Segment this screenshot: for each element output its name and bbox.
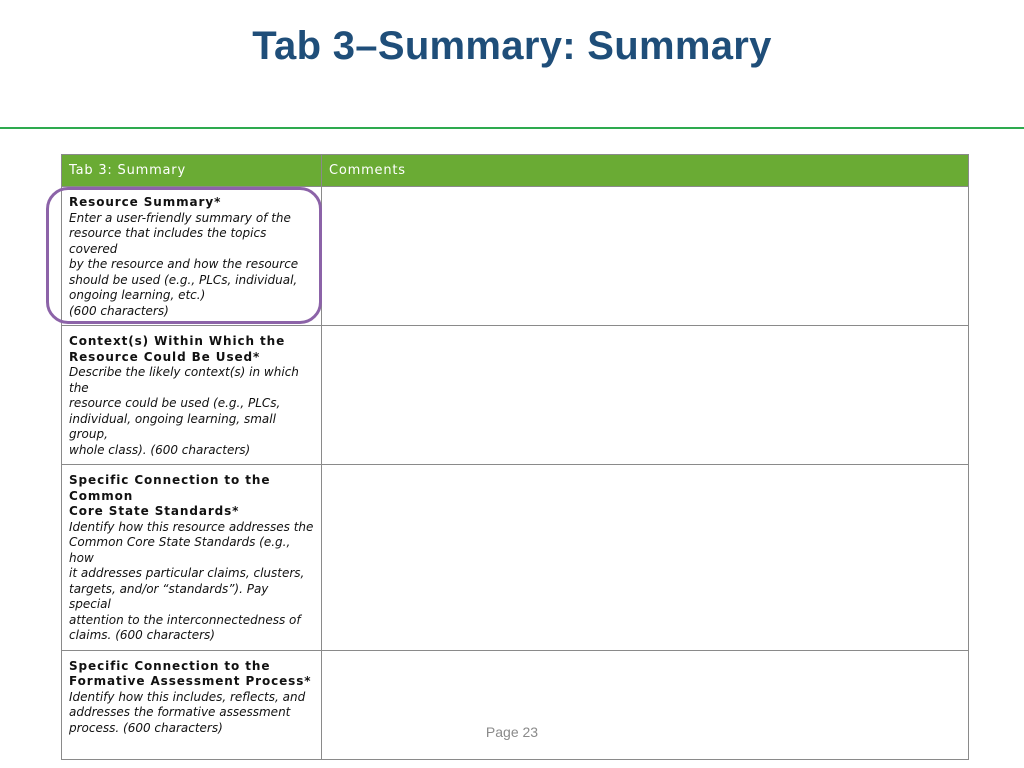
field-name: Context(s) Within Which the Resource Could Be Used* <box>69 334 286 364</box>
field-description: Identify how this resource addresses the Common Core State Standards (e.g., how it addresses particular claims, clusters, targets, and/or “standards”). Pay special attention to the interconnectedness of claims. (600 characters) <box>69 519 314 642</box>
field-cell-formative-assessment <box>62 650 322 759</box>
table-row <box>62 465 969 651</box>
field-description: Describe the likely context(s) in which the resource could be used (e.g., PLCs, individual, ongoing learning, small group, whole class). (600 characters) <box>69 365 299 457</box>
comment-cell[interactable] <box>322 465 969 651</box>
column-header-tab: Tab 3: Summary <box>62 155 322 187</box>
table-header-row <box>62 155 969 187</box>
column-header-comments: Comments <box>322 155 969 187</box>
field-name: Specific Connection to the Common Core State Standards* <box>69 473 271 518</box>
field-name: Resource Summary* <box>69 195 222 209</box>
title-divider <box>0 127 1024 129</box>
slide-title: Tab 3–Summary: Summary <box>252 24 772 68</box>
table-row <box>62 187 969 326</box>
field-cell-context <box>62 326 322 465</box>
table-row <box>62 650 969 759</box>
field-description: Enter a user-friendly summary of the resource that includes the topics covered by the resource and how the resource should be used (e.g., PLCs, individual, ongoing learning, etc.) (600 characters) <box>69 210 299 318</box>
field-description: Identify how this includes, reflects, and addresses the formative assessment process. (600 characters) <box>69 689 306 735</box>
field-name: Specific Connection to the Formative Assessment Process* <box>69 658 312 688</box>
table-row <box>62 326 969 465</box>
comment-cell[interactable] <box>322 650 969 759</box>
summary-table <box>61 154 969 760</box>
field-cell-resource-summary <box>62 187 322 326</box>
field-cell-common-core <box>62 465 322 651</box>
comment-cell[interactable] <box>322 187 969 326</box>
page-number: Page 23 <box>485 724 539 740</box>
comment-cell[interactable] <box>322 326 969 465</box>
